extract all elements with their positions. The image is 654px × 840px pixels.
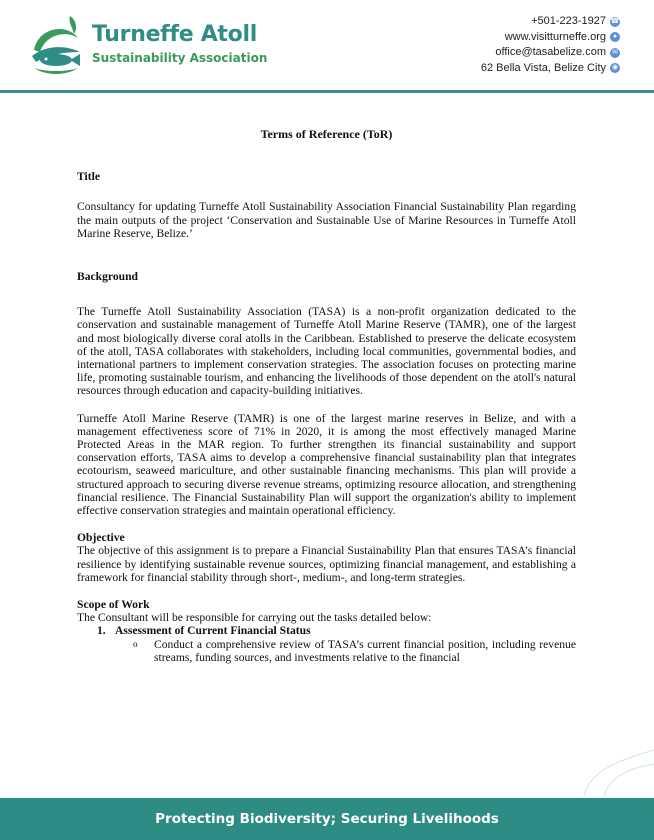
letterhead: [0, 0, 654, 90]
email-icon: ✉: [610, 48, 620, 58]
list-item-text: Assessment of Current Financial Status: [115, 624, 311, 638]
sub-list-item-text: Conduct a comprehensive review of TASA’s current financial position, including revenue streams, funding sources, and investments relative to the financial: [154, 637, 576, 664]
scope-heading: Scope of Work: [77, 598, 150, 612]
background-paragraph-2: Turneffe Atoll Marine Reserve (TAMR) is one of the largest marine reserves in Belize, and with a management effectiveness score of 71% in 2020, it is among the most effectively managed Marine Protected Areas in the MAR region. To further strengthen its financial sustainability and support conservation efforts, TASA aims to develop a comprehensive financial sustainability plan that integrates ecotourism, seaweed mariculture, and other sustainable financing mechanisms. This plan will provide a structured approach to securing diverse revenue streams, optimizing resource allocation, and strengthening financial resilience. The Financial Sustainability Plan will support the organization's ability to implement effective conservation strategies and maintain operational efficiency.: [77, 411, 576, 518]
title-heading: Title: [77, 170, 100, 184]
scope-intro: The Consultant will be responsible for carrying out the tasks detailed below:: [77, 611, 432, 625]
list-number: 1.: [97, 624, 106, 638]
org-subtitle: Sustainability Association: [92, 51, 268, 65]
document-body: [77, 128, 576, 664]
objective-heading: Objective: [77, 531, 125, 545]
objective-paragraph: The objective of this assignment is to prepare a Financial Sustainability Plan that ensures TASA’s financial resilience by identifying sustainable revenue sources, optimizing financial management, and establishing a framework for financial stability through short-, medium-, and long-term strategies.: [77, 544, 576, 584]
phone-icon: ☎: [610, 17, 620, 25]
document-title: Terms of Reference (ToR): [260, 127, 393, 141]
title-paragraph: Consultancy for updating Turneffe Atoll Sustainability Association Financial Sustainability Plan regarding the main outputs of the project ‘Conservation and Sustainable Use of Marine Resources in Turneffe Atoll Marine Reserve, Belize.’: [77, 200, 576, 240]
contact-block: [481, 14, 620, 76]
contact-website: [481, 30, 620, 46]
contact-address: [481, 61, 620, 77]
footer-tagline: Protecting Biodiversity; Securing Livelihoods: [155, 811, 499, 827]
address-text: 62 Bella Vista, Belize City: [480, 61, 606, 74]
list-item: [97, 624, 576, 637]
fish-logo-icon: [26, 10, 86, 80]
sub-list-item: [133, 638, 576, 664]
contact-phone: [481, 14, 620, 30]
background-heading: Background: [77, 270, 138, 284]
globe-icon: ●: [610, 32, 620, 42]
contact-email: [481, 45, 620, 61]
wave-decoration-icon: [580, 740, 654, 798]
footer-banner: [0, 798, 654, 840]
phone-text: +501-223-1927: [531, 15, 606, 27]
sub-bullet: o: [133, 638, 138, 649]
org-name: Turneffe Atoll: [92, 22, 257, 47]
location-icon: ◉: [611, 64, 619, 72]
website-text: www.visitturneffe.org: [504, 30, 606, 43]
header-divider: [0, 90, 654, 93]
email-text: office@tasabelize.com: [495, 46, 606, 58]
background-paragraph-1: The Turneffe Atoll Sustainability Association (TASA) is a non-profit organization dedicated to the conservation and sustainable management of Turneffe Atoll Marine Reserve (TAMR), one of the largest and most biologically diverse coral atolls in the Caribbean. Established to preserve the delicate ecosystem of the atoll, TASA collaborates with stakeholders, including local communities, governmental bodies, and international partners to implement conservation strategies. The association focuses on protecting marine life, promoting sustainable tourism, and enhancing the livelihoods of those dependent on the atoll's natural resources through education and capacity-building initiatives.: [77, 305, 576, 398]
